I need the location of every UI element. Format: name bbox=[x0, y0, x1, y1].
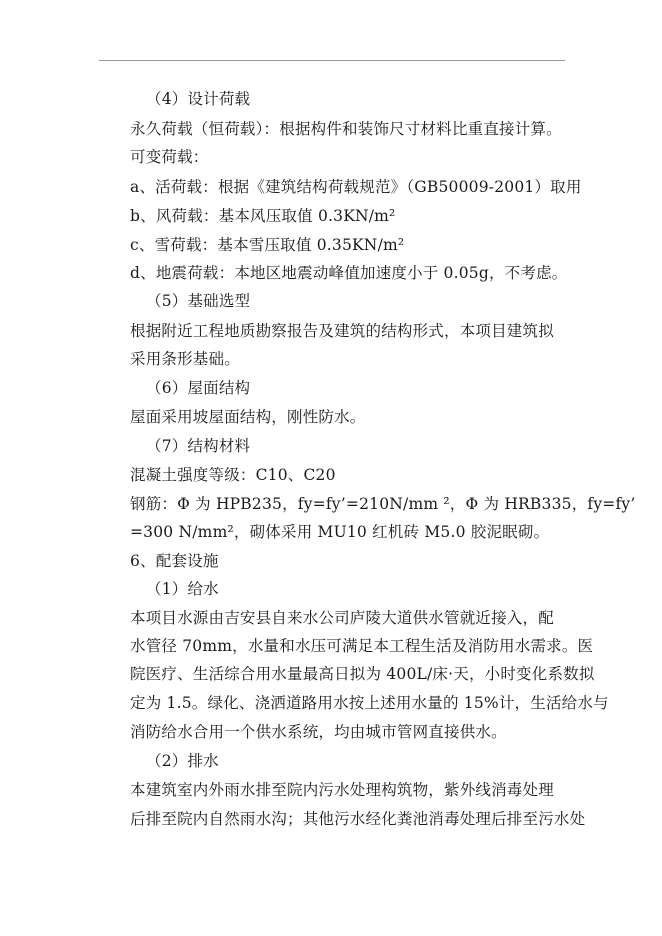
foundation-line-2: 采用条形基础。 bbox=[130, 350, 240, 368]
permanent-load-text: 永久荷载（恒荷载）：根据构件和装饰尺寸材料比重直接计算。 bbox=[130, 120, 562, 138]
heading-facilities: 6、配套设施 bbox=[130, 552, 219, 570]
roof-line-1: 屋面采用坡屋面结构，刚性防水。 bbox=[130, 408, 366, 426]
foundation-line-1: 根据附近工程地质勘察报告及建筑的结构形式，本项目建筑拟 bbox=[130, 322, 554, 340]
heading-foundation: （5）基础选型 bbox=[146, 292, 251, 310]
heading-water-supply: （1）给水 bbox=[146, 580, 219, 598]
water-supply-line-3: 院医疗、生活综合用水量最高日拟为 400L/床·天，小时变化系数拟 bbox=[130, 665, 595, 683]
wind-load-text: b、风荷载：基本风压取值 0.3KN/m² bbox=[130, 207, 396, 225]
heading-design-load: （4）设计荷载 bbox=[146, 90, 251, 108]
heading-materials: （7）结构材料 bbox=[146, 437, 251, 455]
seismic-load-text: d、地震荷载：本地区地震动峰值加速度小于 0.05g，不考虑。 bbox=[130, 264, 568, 282]
live-load-text: a、活荷载：根据《建筑结构荷载规范》（GB50009-2001）取用 bbox=[130, 178, 582, 196]
header-rule bbox=[99, 60, 565, 61]
water-supply-line-5: 消防给水合用一个供水系统，均由城市管网直接供水。 bbox=[130, 723, 507, 741]
heading-drainage: （2）排水 bbox=[146, 752, 219, 770]
heading-roof: （6）屋面结构 bbox=[146, 379, 251, 397]
variable-load-title: 可变荷载： bbox=[130, 148, 209, 166]
rebar-line-2: =300 N/mm²，砌体采用 MU10 红机砖 M5.0 胶泥眠砌。 bbox=[130, 523, 550, 541]
drainage-line-1: 本建筑室内外雨水排至院内污水处理构筑物，紫外线消毒处理 bbox=[130, 781, 554, 799]
rebar-line-1: 钢筋：Φ 为 HPB235，fy=fy’=210N/mm ²，Φ 为 HRB335，fy=fy’ bbox=[130, 495, 636, 513]
water-supply-line-1: 本项目水源由吉安县自来水公司庐陵大道供水管就近接入，配 bbox=[130, 609, 554, 627]
snow-load-text: c、雪荷载：基本雪压取值 0.35KN/m² bbox=[130, 236, 405, 254]
water-supply-line-4: 定为 1.5。绿化、浇洒道路用水按上述用水量的 15%计，生活给水与 bbox=[130, 694, 609, 712]
concrete-grade-text: 混凝土强度等级：C10、C20 bbox=[130, 466, 336, 484]
water-supply-line-2: 水管径 70mm，水量和水压可满足本工程生活及消防用水需求。医 bbox=[130, 637, 594, 655]
drainage-line-2: 后排至院内自然雨水沟；其他污水经化粪池消毒处理后排至污水处 bbox=[130, 810, 586, 828]
